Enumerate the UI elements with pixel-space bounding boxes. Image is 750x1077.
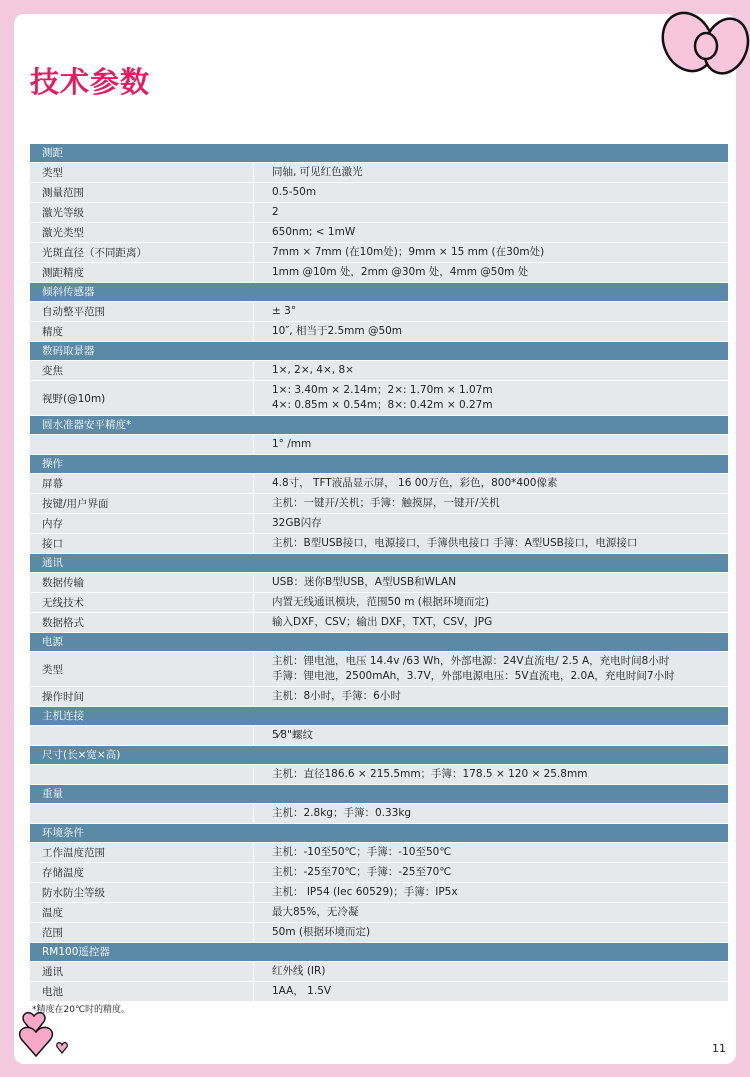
spec-value-line: 内置无线通讯模块，范围50 m (根据环境而定) (272, 596, 489, 608)
spec-value (254, 652, 728, 686)
spec-label: 视野(@10m) (30, 381, 253, 415)
spec-value-line: 1AA， 1.5V (272, 985, 332, 997)
spec-value-line: 0.5-50m (272, 186, 317, 198)
spec-value (254, 514, 728, 533)
spec-row (30, 203, 728, 222)
section-header: 重量 (30, 785, 728, 803)
spec-label (30, 765, 253, 784)
spec-label (30, 804, 253, 823)
spec-value (254, 494, 728, 513)
spec-value-line: 4.8寸， TFT液晶显示屏， 16 00万色，彩色，800*400像素 (272, 477, 558, 489)
spec-value (254, 243, 728, 262)
spec-row (30, 263, 728, 282)
section-header: 尺寸(长×宽×高) (30, 746, 728, 764)
spec-value-line: 同轴, 可见红色激光 (272, 166, 363, 178)
spec-row (30, 863, 728, 882)
spec-row (30, 163, 728, 182)
spec-value (254, 863, 728, 882)
spec-value-line: 2 (272, 206, 279, 218)
bow-decoration-icon (660, 2, 750, 88)
section-header: 主机连接 (30, 707, 728, 725)
spec-value (254, 883, 728, 902)
spec-label: 内存 (30, 514, 253, 533)
spec-label: 数据格式 (30, 613, 253, 632)
spec-label: 通讯 (30, 962, 253, 981)
spec-label: 屏幕 (30, 474, 253, 493)
spec-row (30, 322, 728, 341)
spec-value-line: 主机：2.8kg；手簿：0.33kg (272, 807, 412, 819)
spec-value-line: 主机： IP54 (Iec 60529)；手簿：IP5x (272, 886, 458, 898)
spec-row (30, 613, 728, 632)
spec-row (30, 883, 728, 902)
section-header: 数码取景器 (30, 342, 728, 360)
spec-row (30, 573, 728, 592)
spec-row (30, 243, 728, 262)
spec-value-line: 1° /mm (272, 438, 312, 450)
spec-value-line: 手簿：锂电池，2500mAh，3.7V，外部电源电压：5V直流电，2.0A，充电时间7小时 (272, 670, 675, 682)
spec-row (30, 593, 728, 612)
spec-value (254, 962, 728, 981)
spec-row (30, 435, 728, 454)
section-header: 环境条件 (30, 824, 728, 842)
spec-value (254, 474, 728, 493)
spec-value-line: 1×: 3.40m × 2.14m；2×: 1.70m × 1.07m (272, 384, 493, 396)
spec-row (30, 534, 728, 553)
spec-row (30, 494, 728, 513)
section-header: RM100遥控器 (30, 943, 728, 961)
spec-label: 工作温度范围 (30, 843, 253, 862)
spec-row (30, 361, 728, 380)
spec-value-line: 4×: 0.85m × 0.54m；8×: 0.42m × 0.27m (272, 399, 493, 411)
spec-value-line: 主机：-25至70℃；手簿：-25至70℃ (272, 866, 452, 878)
spec-label: 测量范围 (30, 183, 253, 202)
spec-label: 数据传输 (30, 573, 253, 592)
spec-row (30, 223, 728, 242)
spec-value-line: 50m (根据环境而定) (272, 926, 371, 938)
spec-value (254, 687, 728, 706)
spec-row (30, 903, 728, 922)
spec-value (254, 923, 728, 942)
spec-label: 自动整平范围 (30, 302, 253, 321)
spec-value (254, 435, 728, 454)
spec-value-line: 主机：-10至50℃；手簿：-10至50℃ (272, 846, 452, 858)
spec-value-line: 最大85%，无冷凝 (272, 906, 359, 918)
page-number: 11 (712, 1042, 726, 1055)
spec-value (254, 183, 728, 202)
spec-value-line: 输入DXF，CSV；输出 DXF，TXT，CSV，JPG (272, 616, 493, 628)
section-header: 操作 (30, 455, 728, 473)
spec-label: 光斑直径（不同距离） (30, 243, 253, 262)
spec-row (30, 843, 728, 862)
spec-label: 类型 (30, 652, 253, 686)
section-header: 圆水准器安平精度* (30, 416, 728, 434)
spec-value-line: 7mm × 7mm (在10m处)；9mm × 15 mm (在30m处) (272, 246, 545, 258)
spec-value-line: 主机：8小时，手簿：6小时 (272, 690, 401, 702)
spec-label: 按键/用户界面 (30, 494, 253, 513)
spec-row (30, 302, 728, 321)
spec-value (254, 726, 728, 745)
spec-table (30, 144, 728, 1002)
spec-label: 精度 (30, 322, 253, 341)
spec-value (254, 804, 728, 823)
spec-value (254, 203, 728, 222)
spec-value (254, 534, 728, 553)
spec-row (30, 183, 728, 202)
spec-label: 操作时间 (30, 687, 253, 706)
spec-label: 存储温度 (30, 863, 253, 882)
spec-row (30, 765, 728, 784)
spec-value-line: 主机：直径186.6 × 215.5mm；手簿：178.5 × 120 × 25.8mm (272, 768, 588, 780)
spec-value-line: 1×, 2×, 4×, 8× (272, 364, 354, 376)
spec-label: 电池 (30, 982, 253, 1001)
spec-row (30, 474, 728, 493)
spec-row (30, 381, 728, 415)
spec-row (30, 962, 728, 981)
spec-value (254, 765, 728, 784)
spec-value (254, 593, 728, 612)
spec-row (30, 652, 728, 686)
spec-label: 防水防尘等级 (30, 883, 253, 902)
spec-value-line: 650nm; < 1mW (272, 226, 356, 238)
footnote: *精度在20℃时的精度。 (32, 1005, 131, 1015)
spec-label: 温度 (30, 903, 253, 922)
spec-value (254, 903, 728, 922)
spec-value (254, 163, 728, 182)
spec-row (30, 514, 728, 533)
spec-value-line: 10″, 相当于2.5mm @50m (272, 325, 403, 337)
spec-label: 范围 (30, 923, 253, 942)
spec-value-line: 主机：一键开/关机；手簿：触摸屏，一键开/关机 (272, 497, 500, 509)
spec-value (254, 302, 728, 321)
spec-row (30, 923, 728, 942)
spec-label (30, 726, 253, 745)
spec-value (254, 361, 728, 380)
spec-label: 激光类型 (30, 223, 253, 242)
spec-label: 无线技术 (30, 593, 253, 612)
spec-label: 变焦 (30, 361, 253, 380)
spec-value-line: 1mm @10m 处，2mm @30m 处，4mm @50m 处 (272, 266, 529, 278)
spec-label (30, 435, 253, 454)
spec-value (254, 613, 728, 632)
spec-row (30, 687, 728, 706)
section-header: 电源 (30, 633, 728, 651)
spec-label: 接口 (30, 534, 253, 553)
spec-value (254, 381, 728, 415)
spec-row (30, 804, 728, 823)
section-header: 测距 (30, 144, 728, 162)
spec-label: 测距精度 (30, 263, 253, 282)
spec-value (254, 263, 728, 282)
spec-value-line: 32GB闪存 (272, 517, 322, 529)
spec-label: 类型 (30, 163, 253, 182)
page-title: 技术参数 (30, 65, 151, 99)
spec-value-line: 主机：B型USB接口，电源接口，手簿供电接口 手簿：A型USB接口，电源接口 (272, 537, 638, 549)
spec-value-line: ± 3° (272, 305, 297, 317)
spec-value-line: 5⁄8"螺纹 (272, 729, 313, 741)
spec-value (254, 223, 728, 242)
spec-value-line: 红外线 (IR) (272, 965, 326, 977)
spec-value (254, 843, 728, 862)
section-header: 倾斜传感器 (30, 283, 728, 301)
spec-label: 激光等级 (30, 203, 253, 222)
spec-value (254, 982, 728, 1001)
spec-value-line: 主机：锂电池，电压 14.4v /63 Wh，外部电源：24V直流电/ 2.5 A，充电时间8小时 (272, 655, 670, 667)
section-header: 通讯 (30, 554, 728, 572)
spec-row (30, 982, 728, 1001)
spec-value (254, 322, 728, 341)
spec-value (254, 573, 728, 592)
spec-value-line: USB：迷你B型USB，A型USB和WLAN (272, 576, 457, 588)
spec-row (30, 726, 728, 745)
